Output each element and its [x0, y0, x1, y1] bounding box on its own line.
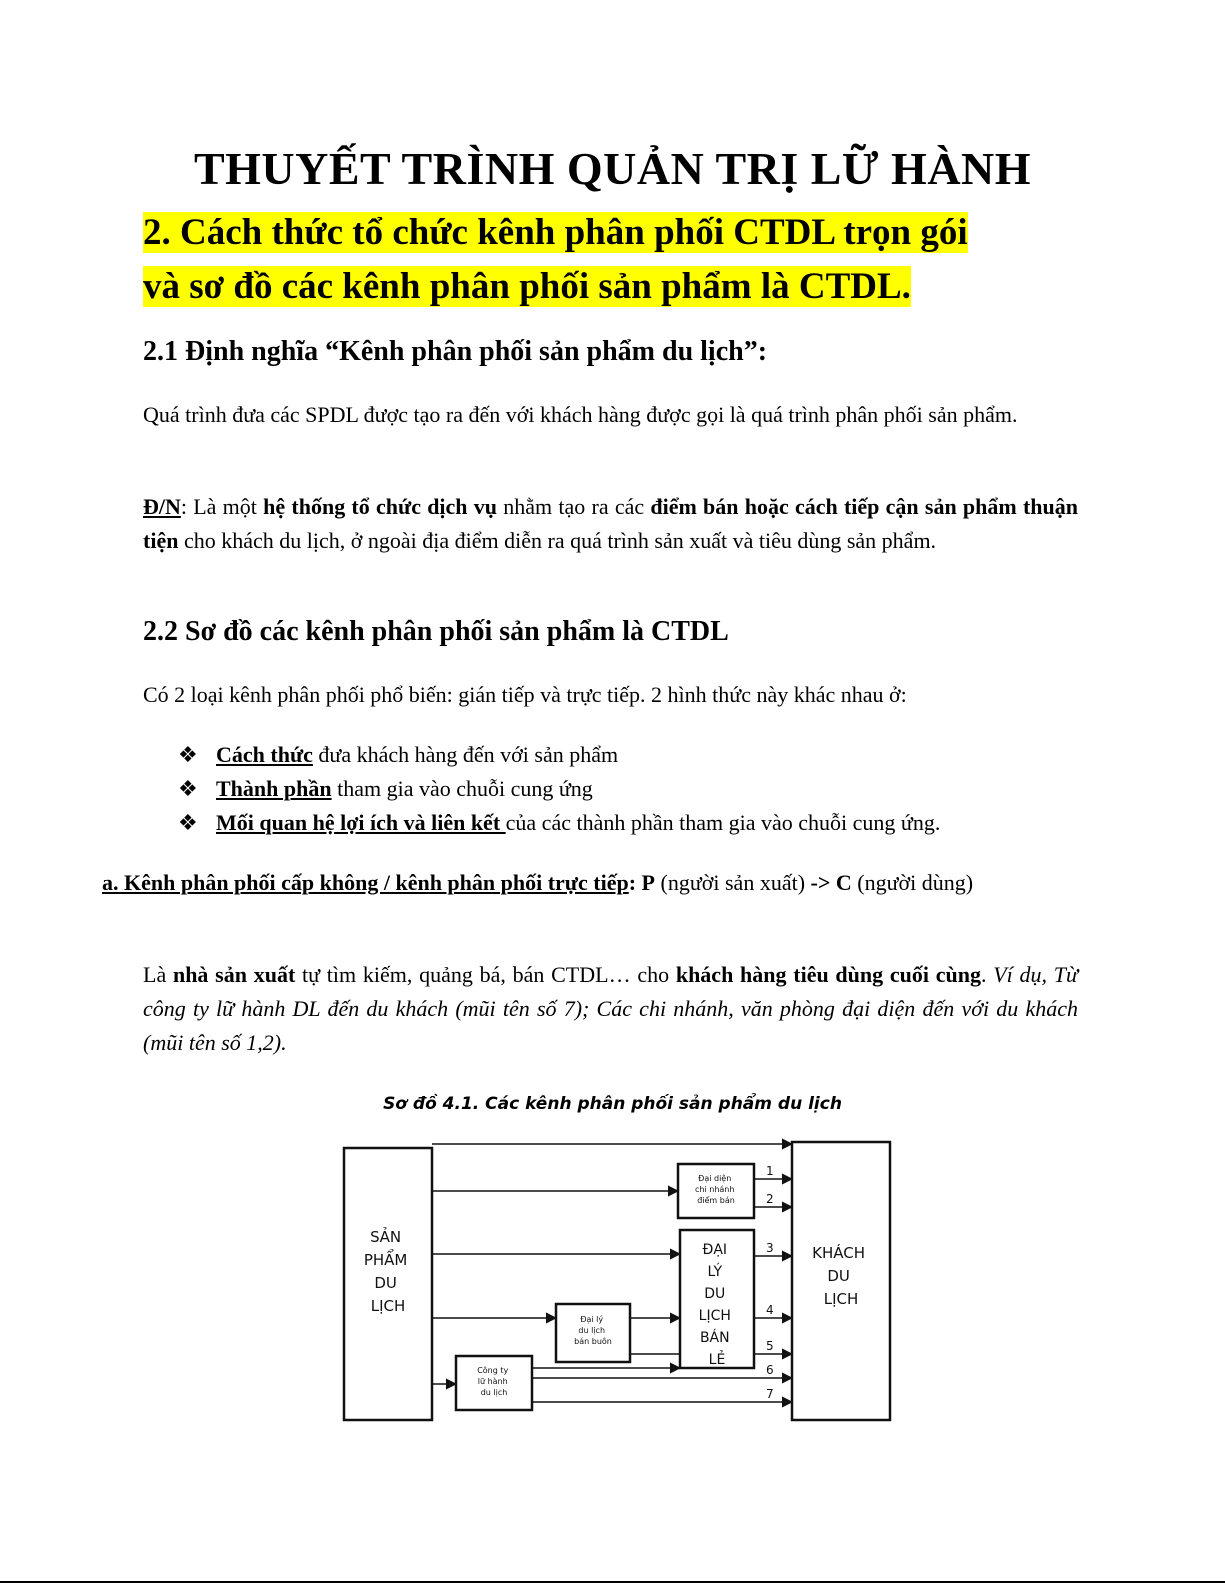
diamond-bullet-icon: ❖ [178, 810, 198, 835]
definition-text-3: cho khách du lịch, ở ngoài địa điểm diễn ra quá trình sản xuất và tiêu dùng sản phẩm. [178, 528, 937, 553]
definition-text-1: : Là một [180, 494, 264, 519]
bottom-rule [0, 1581, 1225, 1583]
definition-bold-2: điểm bán hoặc cách tiếp cận sản phẩm thuận tiện [143, 494, 1078, 553]
channel-number: 1 [766, 1164, 774, 1178]
producer-desc: (người sản xuất) [655, 870, 811, 895]
list-item-term: Cách thức [216, 742, 313, 767]
channel-number: 4 [766, 1303, 774, 1317]
paragraph-intro: Có 2 loại kênh phân phối phổ biến: gián tiếp và trực tiếp. 2 hình thức này khác nhau ở: [143, 682, 907, 707]
distribution-channel-diagram [330, 1128, 900, 1428]
diamond-bullet-icon: ❖ [178, 742, 198, 767]
part-a-text-2: tự tìm kiếm, quảng bá, bán CTDL… cho [295, 962, 676, 987]
list-item [178, 772, 940, 806]
subsection-2-1-heading: 2.1 Định nghĩa “Kênh phân phối sản phẩm du lịch”: [143, 336, 768, 367]
part-a-heading [102, 866, 1167, 900]
flow-arrow: -> [810, 870, 831, 895]
section-heading [143, 206, 1103, 314]
channel-number: 7 [766, 1387, 774, 1401]
list-item-term: Mối quan hệ lợi ích và liên kết [216, 810, 506, 835]
definition-bold-1: hệ thống tổ chức dịch vụ [263, 494, 498, 519]
definition-text-2: nhằm tạo ra các [497, 494, 651, 519]
diagram-title: Sơ đồ 4.1. Các kênh phân phối sản phẩm du lịch [383, 1094, 842, 1114]
producer-label: SẢN PHẨM DU LỊCH [363, 1228, 408, 1315]
list-item-term: Thành phần [216, 776, 332, 801]
consumer-desc: (người dùng) [851, 870, 974, 895]
retail-agent-label: ĐẠI LÝ DU LỊCH BÁN LẺ [698, 1242, 731, 1368]
document-title: THUYẾT TRÌNH QUẢN TRỊ LỮ HÀNH [193, 143, 1032, 194]
diamond-bullet-icon: ❖ [178, 776, 198, 801]
list-item-text: của các thành phần tham gia vào chuỗi cung ứng. [505, 810, 941, 835]
paragraph-process: Quá trình đưa các SPDL được tạo ra đến với khách hàng được gọi là quá trình phân phối sản phẩm. [143, 402, 1018, 427]
part-a-description [143, 958, 1078, 1060]
definition-label: Đ/N [143, 494, 181, 519]
customer-label: KHÁCH DU LỊCH [812, 1244, 866, 1308]
part-a-colon: : [628, 870, 637, 895]
difference-list [178, 738, 940, 840]
list-item-text: đưa khách hàng đến với sản phẩm [312, 742, 619, 767]
consumer-letter: C [835, 870, 852, 895]
channel-number: 5 [766, 1339, 774, 1353]
producer-letter: P [641, 870, 655, 895]
part-a-text-1: Là [143, 962, 173, 987]
part-a-example: Ví dụ, Từ công ty lữ hành DL đến du khách (mũi tên số 7); Các chi nhánh, văn phòng đại diện đến với du khách (mũi tên số 1,2). [143, 962, 1079, 1055]
part-a-title: a. Kênh phân phối cấp không / kênh phân phối trực tiếp [102, 870, 629, 895]
section-heading-line2: và sơ đồ các kênh phân phối sản phẩm là CTDL. [143, 266, 911, 307]
subsection-2-2-heading: 2.2 Sơ đồ các kênh phân phối sản phẩm là CTDL [143, 616, 729, 647]
section-heading-line1: 2. Cách thức tổ chức kênh phân phối CTDL trọn gói [143, 212, 968, 253]
list-item-text: tham gia vào chuỗi cung ứng [331, 776, 593, 801]
part-a-text-3: . [980, 962, 994, 987]
part-a-bold-1: nhà sản xuất [172, 962, 296, 987]
channel-number: 6 [766, 1363, 774, 1377]
representative-label: Đại diện chi nhánh điểm bán [695, 1174, 735, 1205]
list-item [178, 738, 940, 772]
channel-number: 3 [766, 1241, 774, 1255]
channel-number: 2 [766, 1192, 774, 1206]
tour-operator-label: Công ty lữ hành du lịch [477, 1366, 509, 1397]
wholesale-agent-label: Đại lý du lịch bán buôn [574, 1315, 612, 1346]
paragraph-definition [143, 490, 1078, 558]
list-item [178, 806, 940, 840]
part-a-bold-2: khách hàng tiêu dùng cuối cùng [675, 962, 981, 987]
